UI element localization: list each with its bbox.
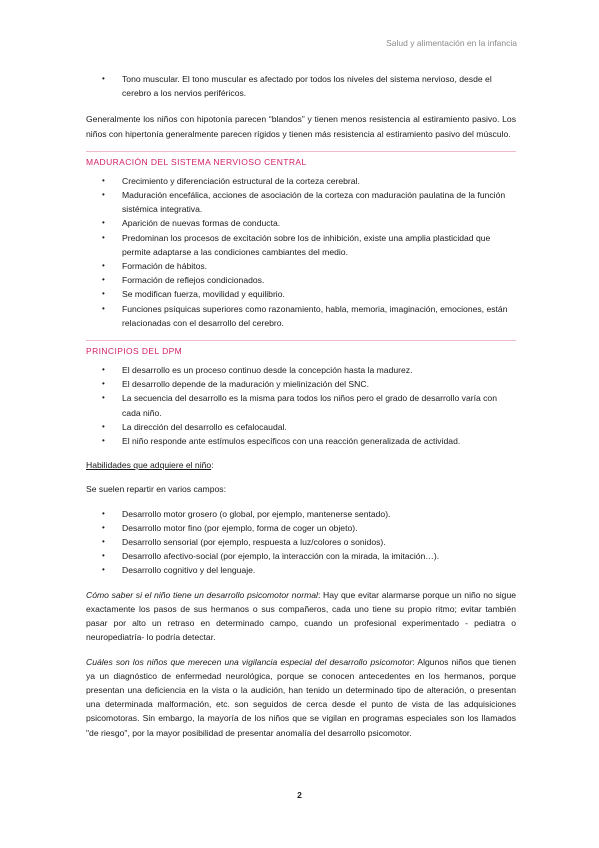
list-item: • Desarrollo motor fino (por ejemplo, forma de coger un objeto). [86,521,516,535]
bullet-icon: • [102,275,105,285]
skills-heading: Habilidades que adquiere el niño: [86,460,214,471]
list-item: • Maduración encefálica, acciones de asociación de la corteza con maduración paulatina de la función sistémica integrativa. [102,190,506,215]
bullet-icon: • [102,289,105,299]
maduracion-list [86,174,516,330]
bullet-icon: • [102,261,105,271]
list-item: • Desarrollo motor grosero (o global, por ejemplo, mantenerse sentado). [86,507,516,521]
bullet-icon: • [102,218,105,228]
list-item: • El desarrollo depende de la maduración y mielinización del SNC. [86,377,516,391]
bullet-icon: • [102,232,105,242]
bullet-icon: • [102,74,105,83]
bullet-icon: • [102,393,105,403]
bullet-icon: • [102,537,105,547]
page-number: 2 [297,790,302,800]
list-item: • El desarrollo es un proceso continuo desde la concepción hasta la madurez. [86,363,516,377]
intro-list [86,72,516,100]
principios-list [86,363,516,448]
question-special-surveillance: Cuáles son los niños que merecen una vigilancia especial del desarrollo psicomotor: Algunos niños que tienen ya un diagnóstico de enfermedad neurológica, porque se conocen antecedentes en los hermanos, porque presentan una deficiencia en la vista o la audición, han tenido un determinado tipo de alteración, o presentan una determinada malformación, etc. son seguidos de cerca desde el punto de vista de las adquisiciones psicomotoras. Sin embargo, la mayoría de los niños que se vigilan en programas especiales son los llamados "de riesgo", por la mayor posibilidad de presentar anomalía del desarrollo psicomotor. [86,656,516,738]
bullet-icon: • [102,303,105,313]
list-item: • Desarrollo cognitivo y del lenguaje. [86,563,516,577]
section-title-principios: PRINCIPIOS DEL DPM [86,346,183,357]
bullet-icon: • [102,522,105,532]
list-item: • Formación de hábitos. [86,259,516,273]
list-item: • Formación de reflejos condicionados. [86,273,516,287]
list-item: • Predominan los procesos de excitación sobre los de inhibición, existe una amplia plasticidad que permite adaptarse a las condiciones cambiantes del medio. [102,232,491,257]
list-item: • Funciones psíquicas superiores como razonamiento, habla, memoria, imaginación, emociones, están relacionadas con el desarrollo del cerebro. [102,303,508,328]
list-item: • Tono muscular. El tono muscular es afectado por todos los niveles del sistema nervioso, desde el cerebro a los nervios periféricos. [102,74,492,99]
bullet-icon: • [102,365,105,375]
list-item: • La dirección del desarrollo es cefalocaudal. [86,420,516,434]
list-item: • Se modifican fuerza, movilidad y equilibrio. [86,287,516,301]
bullet-icon: • [102,175,105,185]
page-content [86,72,516,740]
bullet-icon: • [102,551,105,561]
skills-list [86,507,516,578]
list-item: • Desarrollo afectivo-social (por ejemplo, la interacción con la mirada, la imitación…). [86,549,516,563]
page-header: Salud y alimentación en la infancia [386,38,517,48]
section-title-maduracion: MADURACIÓN DEL SISTEMA NERVIOSO CENTRAL [86,156,307,167]
bullet-icon: • [102,190,105,200]
bullet-icon: • [102,379,105,389]
bullet-icon: • [102,508,105,518]
list-item: • Aparición de nuevas formas de conducta. [86,216,516,230]
bullet-icon: • [102,436,105,446]
bullet-icon: • [102,421,105,431]
bullet-icon: • [102,565,105,575]
list-item: • La secuencia del desarrollo es la misma para todos los niños pero el grado de desarrollo varía con cada niño. [102,393,497,418]
question-normal-development: Cómo saber si el niño tiene un desarrollo psicomotor normal: Hay que evitar alarmarse porque un niño no sigue exactamente los pasos de sus hermanos o sus compañeros, cada uno tiene su propio ritmo; evitar también pasar por alto un retraso en determinado campo, cuando un profesional experimentado - pediatra o neuropediatría- lo podría detectar. [86,589,517,643]
list-item: • Desarrollo sensorial (por ejemplo, respuesta a luz/colores o sonidos). [86,535,516,549]
skills-intro: Se suelen repartir en varios campos: [86,484,226,495]
list-item: • Crecimiento y diferenciación estructural de la corteza cerebral. [86,174,516,188]
list-item: • El niño responde ante estímulos específicos con una reacción generalizada de actividad. [86,434,516,448]
intro-paragraph: Generalmente los niños con hipotonía parecen “blandos” y tienen menos resistencia al estiramiento pasivo. Los niños con hipertonía generalmente parecen rígidos y tienen más resistencia al estiramiento pasivo del músculo. [86,114,516,139]
